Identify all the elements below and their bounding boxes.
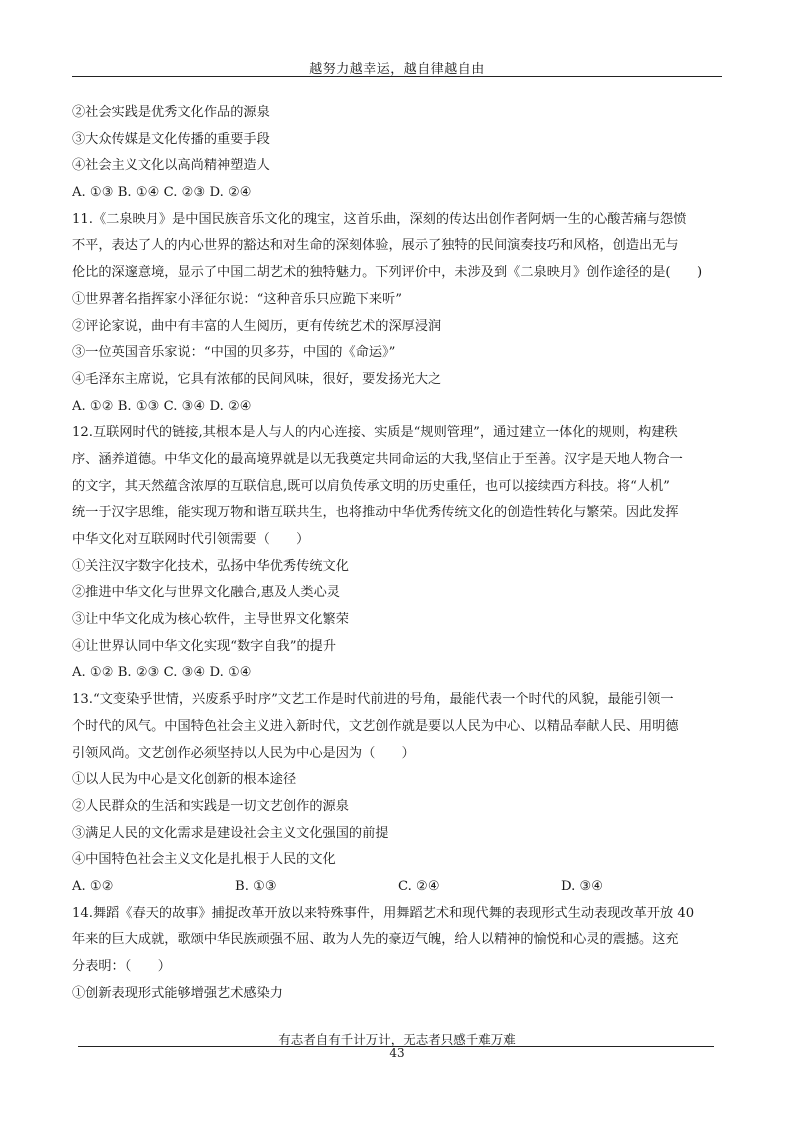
question-11-text: 不平，表达了人的内心世界的豁达和对生命的深刻体验，展示了独特的民间演奏技巧和风格，创造出无与 (72, 238, 679, 254)
answer-choice-c: C. ②④ (398, 878, 440, 894)
answer-choices-row (72, 874, 724, 901)
answer-choices: A. ①③ B. ①④ C. ②③ D. ②④ (72, 185, 252, 201)
option-line: ④毛泽东主席说，它具有浓郁的民间风味，很好，要发扬光大之 (72, 371, 442, 387)
question-12-text: 12.互联网时代的链接,其根本是人与人的内心连接、实质是“规则管理”，通过建立一体化的规则，构建秩 (72, 425, 678, 441)
question-14-text: 年来的巨大成就，歌颂中华民族顽强不屈、敢为人先的豪迈气魄，给人以精神的愉悦和心灵的震撼。这充 (72, 932, 679, 948)
option-line: ②社会实践是优秀文化作品的源泉 (72, 105, 270, 120)
option-line: ③让中华文化成为核心软件，主导世界文化繁荣 (72, 612, 349, 628)
option-line: ②评论家说，曲中有丰富的人生阅历，更有传统艺术的深厚浸润 (72, 318, 442, 334)
question-11-text: 伦比的深邃意境，显示了中国二胡艺术的独特魅力。下列评价中，未涉及到《二泉映月》创作途径的是( ) (72, 265, 703, 281)
question-12-text: 统一于汉字思维，能实现万物和谐互联共生，也将推动中华优秀传统文化的创造性转化与繁荣。因此发挥 (72, 505, 679, 521)
question-11-text: 11.《二泉映月》是中国民族音乐文化的瑰宝，这首乐曲，深刻的传达出创作者阿炳一生的心酸苦痛与怨愤 (72, 211, 687, 227)
question-14-text: 14.舞蹈《春天的故事》捕捉改革开放以来特殊事件，用舞蹈艺术和现代舞的表现形式生动表现改革开放 40 (72, 905, 695, 921)
page-header: 越努力越幸运，越自律越自由 (309, 62, 485, 77)
option-line: ①世界著名指挥家小泽征尔说：“这种音乐只应跪下来听” (72, 291, 402, 307)
document-body (72, 100, 724, 1007)
answer-choice-d: D. ③④ (561, 878, 604, 894)
option-line: ①创新表现形式能够增强艺术感染力 (72, 985, 283, 1001)
header-divider (72, 76, 722, 77)
option-line: ④社会主义文化以高尚精神塑造人 (72, 158, 270, 174)
question-13-text: 个时代的风气。中国特色社会主义进入新时代，文艺创作就是要以人民为中心、以精品奉献人民、用明德 (72, 718, 679, 734)
question-12-text: 中华文化对互联网时代引领需要（ ） (72, 532, 310, 547)
option-line: ②推进中华文化与世界文化融合,惠及人类心灵 (72, 585, 340, 601)
footer-motto: 有志者自有千计万计，无志者只感千难万难 (278, 1032, 516, 1047)
option-line: ④让世界认同中华文化实现“数字自我”的提升 (72, 638, 337, 654)
question-14-text: 分表明：（ ） (72, 959, 171, 974)
answer-choices: A. ①② B. ①③ C. ③④ D. ②④ (72, 398, 252, 414)
option-line: ②人民群众的生活和实践是一切文艺创作的源泉 (72, 798, 349, 814)
question-13-text: 引领风尚。文艺创作必须坚持以人民为中心是因为（ ） (72, 745, 415, 761)
answer-choices: A. ①② B. ②③ C. ③④ D. ①④ (72, 665, 252, 681)
option-line: ①关注汉字数字化技术，弘扬中华优秀传统文化 (72, 558, 349, 574)
answer-choice-a: A. ①② (72, 878, 114, 894)
question-13-text: 13.“文变染乎世情，兴废系乎时序”文艺工作是时代前进的号角，最能代表一个时代的风貌，最能引领一 (72, 692, 674, 708)
option-line: ①以人民为中心是文化创新的根本途径 (72, 772, 297, 788)
question-12-text: 序、涵养道德。中华文化的最高境界就是以无我奠定共同命运的大我,坚信止于至善。汉字是天地人物合一 (72, 451, 683, 467)
page-number: 43 (389, 1046, 405, 1060)
option-line: ④中国特色社会主义文化是扎根于人民的文化 (72, 852, 336, 868)
option-line: ③一位英国音乐家说：“中国的贝多芬，中国的《命运》” (72, 345, 396, 361)
question-12-text: 的文字，其天然蕴含浓厚的互联信息,既可以肩负传承文明的历史重任，也可以接续西方科技。将“人机” (72, 478, 670, 494)
option-line: ③大众传媒是文化传播的重要手段 (72, 131, 270, 147)
option-line: ③满足人民的文化需求是建设社会主义文化强国的前提 (72, 825, 389, 841)
answer-choice-b: B. ①③ (235, 878, 277, 894)
